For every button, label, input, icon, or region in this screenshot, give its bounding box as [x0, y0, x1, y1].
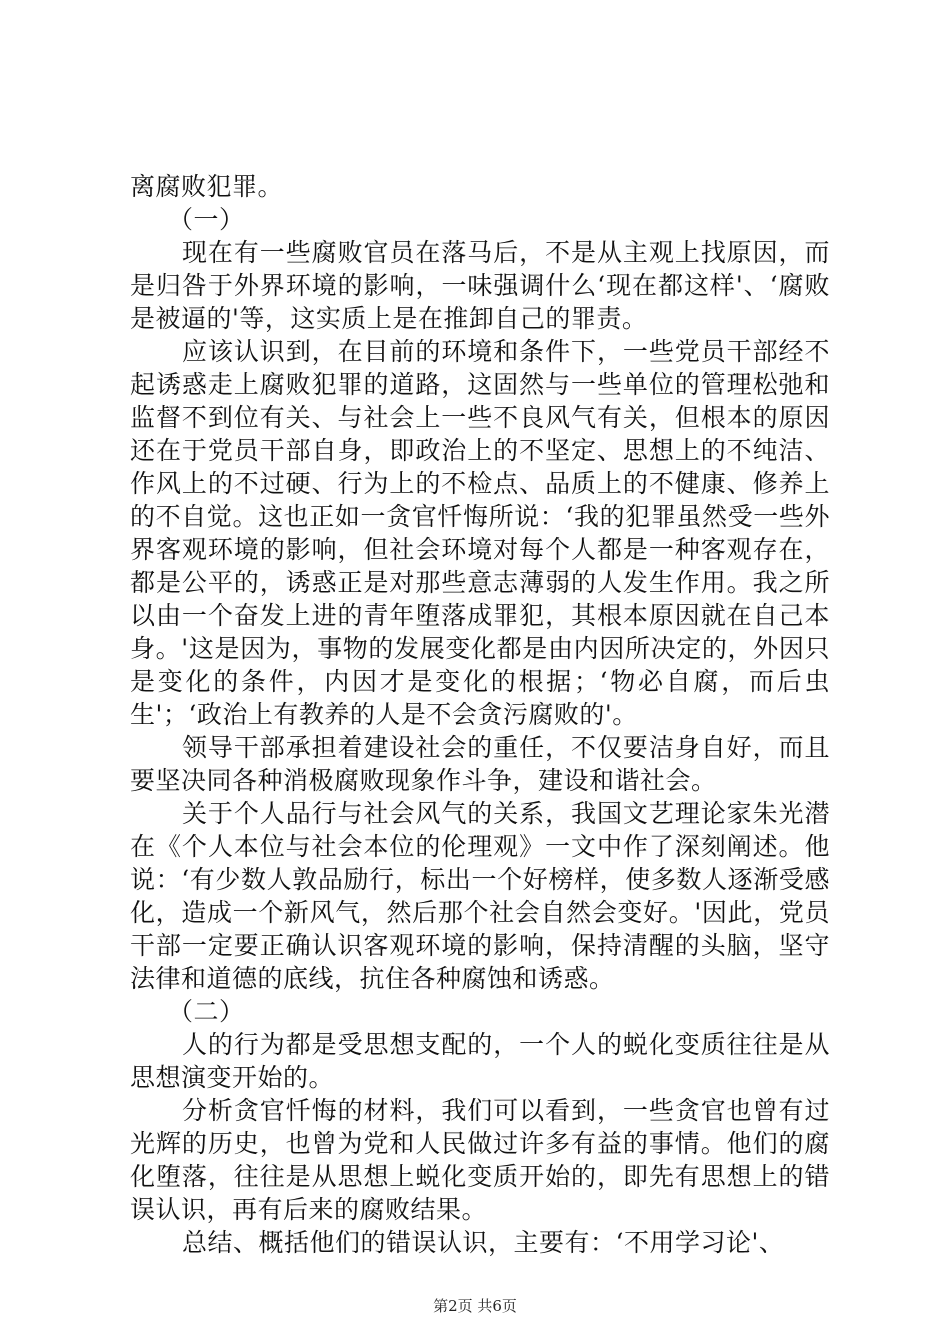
paragraph: 应该认识到，在目前的环境和条件下，一些党员干部经不起诱惑走上腐败犯罪的道路，这固然与一些单位的管理松弛和监督不到位有关、与社会上一些不良风气有关，但根本的原因还在于党员干部自身，即政治上的不坚定、思想上的不纯洁、作风上的不过硬、行为上的不检点、品质上的不健康、修养上的不自觉。这也正如一贪官忏悔所说：‘我的犯罪虽然受一些外界客观环境的影响，但社会环境对每个人都是一种客观存在，都是公平的，诱惑正是对那些意志薄弱的人发生作用。我之所以由一个奋发上进的青年堕落成罪犯，其根本原因就在自己本身。'这是因为，事物的发展变化都是由内因所决定的，外因只是变化的条件，内因才是变化的根据；‘物必自腐，而后虫生'；‘政治上有教养的人是不会贪污腐败的'。 [130, 337, 830, 729]
paragraph: 分析贪官忏悔的材料，我们可以看到，一些贪官也曾有过光辉的历史，也曾为党和人民做过许多有益的事情。他们的腐化堕落，往往是从思想上蜕化变质开始的，即先有思想上的错误认识，再有后来的腐败结果。 [130, 1096, 830, 1224]
document-body [130, 170, 830, 1259]
section-heading-1: （一） [168, 205, 245, 234]
paragraph: 关于个人品行与社会风气的关系，我国文艺理论家朱光潜在《个人本位与社会本位的伦理观》一文中作了深刻阐述。他说：‘有少数人敦品励行，标出一个好榜样，使多数人逐渐受感化，造成一个新风气，然后那个社会自然会变好。'因此，党员干部一定要正确认识客观环境的影响，保持清醒的头脑，坚守法律和道德的底线，抗住各种腐蚀和诱惑。 [130, 799, 830, 993]
section-heading-2: （二） [168, 997, 245, 1026]
paragraph: 总结、概括他们的错误认识，主要有：‘不用学习论'、 [182, 1228, 785, 1257]
paragraph-continuation: 离腐败犯罪。 [130, 172, 284, 201]
page-number-footer: 第2页 共6页 [433, 1297, 517, 1315]
paragraph: 现在有一些腐败官员在落马后，不是从主观上找原因，而是归咎于外界环境的影响，一味强调什么‘现在都这样'、‘腐败是被逼的'等，这实质上是在推卸自己的罪责。 [130, 238, 830, 333]
paragraph: 领导干部承担着建设社会的重任，不仅要洁身自好，而且要坚决同各种消极腐败现象作斗争，建设和谐社会。 [130, 733, 830, 795]
paragraph: 人的行为都是受思想支配的，一个人的蜕化变质往往是从思想演变开始的。 [130, 1030, 830, 1092]
